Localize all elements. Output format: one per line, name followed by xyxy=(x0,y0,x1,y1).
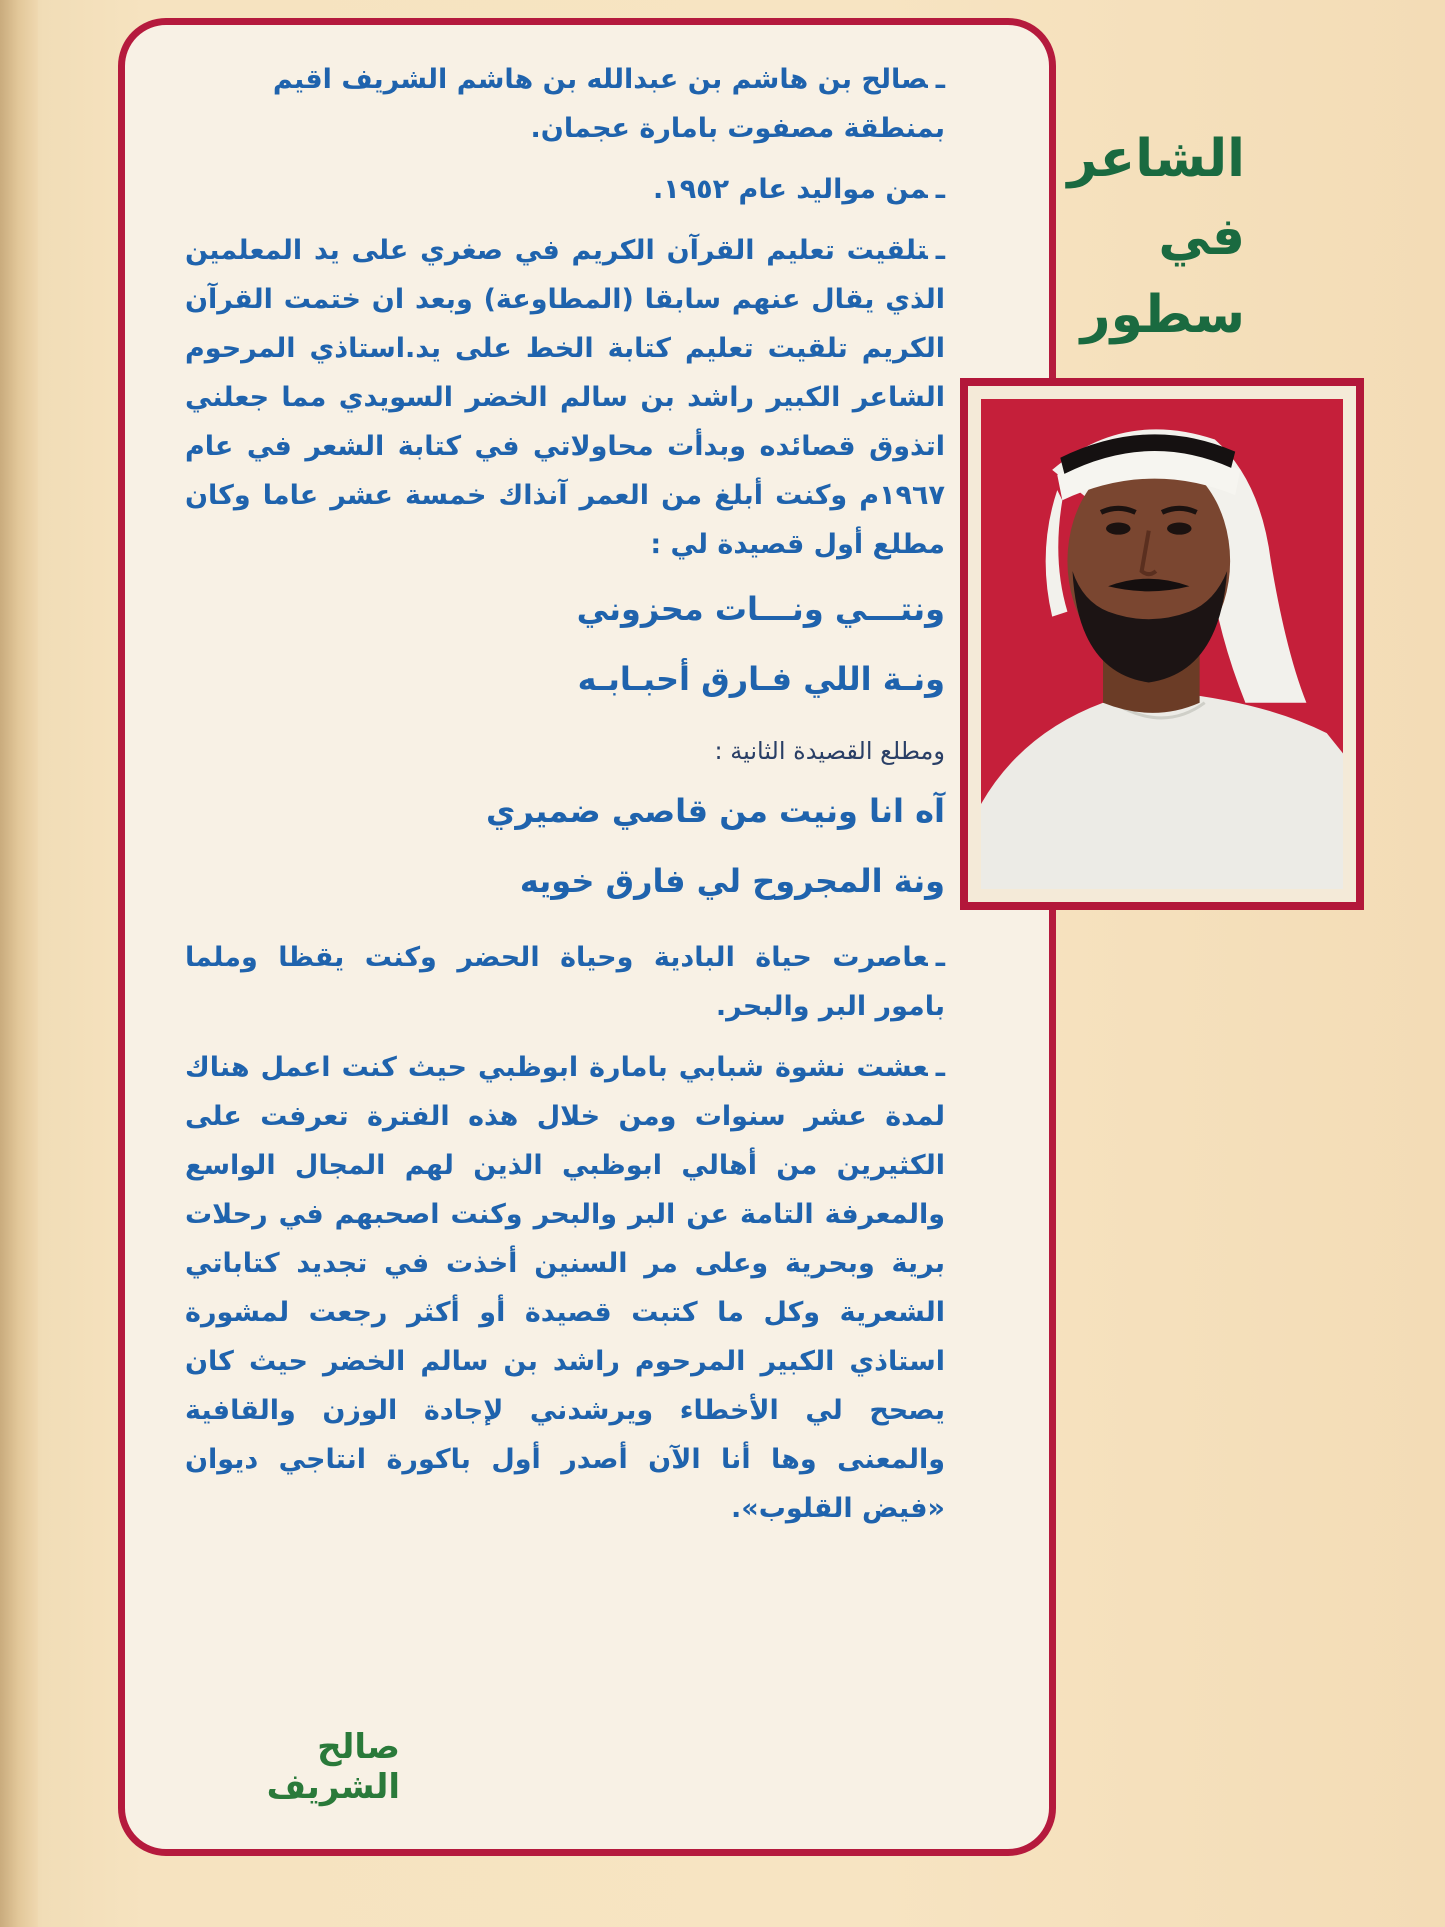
bullet-dash: ـ xyxy=(935,64,945,95)
page-title-line-3: سطور xyxy=(1080,285,1245,345)
author-signature: صالح الشريف xyxy=(266,1727,400,1807)
page-title-line-2: في xyxy=(1158,207,1245,267)
bio-paragraph-life xyxy=(185,933,945,1031)
bio-paragraph-education xyxy=(185,226,945,569)
author-portrait xyxy=(981,399,1343,889)
second-poem-intro: ومطلع القصيدة الثانية : xyxy=(714,737,945,765)
second-poem-line-1: آه انا ونيت من قاصي ضميري xyxy=(486,792,945,830)
bio-paragraph-life-text: عاصرت حياة البادية وحياة الحضر وكنت يقظا وملما بامور البر والبحر. xyxy=(185,942,945,1022)
bio-paragraph-education-text: تلقيت تعليم القرآن الكريم في صغري على يد المعلمين الذي يقال عنهم سابقا (المطاوعة) وبعد ان ختمت القرآن الكريم تلقيت تعليم كتابة الخط على يد.استاذي المرحوم الشاعر الكبير راشد بن سالم الخضر السويدي مما جعلني اتذوق قصائده وبدأت محاولاتي في كتابة الشعر في عام ١٩٦٧م وكنت أبلغ من العمر آنذاك خمسة عشر عاما وكان مطلع أول قصيدة لي : xyxy=(185,235,945,560)
bullet-dash: ـ xyxy=(935,942,945,973)
page-title xyxy=(1067,120,1245,354)
first-poem-line-2: ونـة اللي فـارق أحبـابـه xyxy=(577,660,945,698)
bio-paragraph-birth-text: من مواليد عام ١٩٥٢. xyxy=(652,174,928,205)
bullet-dash: ـ xyxy=(935,1052,945,1083)
bio-paragraph-abudhabi-text: عشت نشوة شبابي بامارة ابوظبي حيث كنت اعمل هناك لمدة عشر سنوات ومن خلال هذه الفترة تعرفت على الكثيرين من أهالي ابوظبي الذين لهم المجال الواسع والمعرفة التامة عن البر والبحر وكنت اصحبهم في رحلات برية وبحرية وعلى مر السنين أخذت في تجديد كتاباتي الشعرية وكل ما كتبت قصيدة أو أكثر رجعت لمشورة استاذي الكبير المرحوم راشد بن سالم الخضر حيث كان يصحح لي الأخطاء ويرشدني لإجادة الوزن والقافية والمعنى وها أنا الآن أصدر أول باكورة انتاجي ديوان «فيض القلوب». xyxy=(185,1052,945,1524)
biography-text xyxy=(185,55,945,1545)
page-title-line-1: الشاعر xyxy=(1067,129,1245,189)
portrait-mat xyxy=(968,386,1356,902)
bio-paragraph-name xyxy=(185,55,945,153)
bullet-dash: ـ xyxy=(935,174,945,205)
book-spine-edge xyxy=(0,0,38,1927)
first-poem-opening xyxy=(185,583,945,705)
bullet-dash: ـ xyxy=(935,235,945,266)
first-poem-line-1: ونتـــي ونـــات محزوني xyxy=(576,590,945,628)
bio-paragraph-name-text: صالح بن هاشم بن عبدالله بن هاشم الشريف اقيم بمنطقة مصفوت بامارة عجمان. xyxy=(272,64,945,144)
portrait-frame xyxy=(960,378,1364,910)
bio-paragraph-birth xyxy=(185,165,945,214)
second-poem-line-2: ونة المجروح لي فارق خويه xyxy=(519,862,945,900)
second-poem-opening xyxy=(185,785,945,907)
bio-paragraph-abudhabi xyxy=(185,1043,945,1533)
